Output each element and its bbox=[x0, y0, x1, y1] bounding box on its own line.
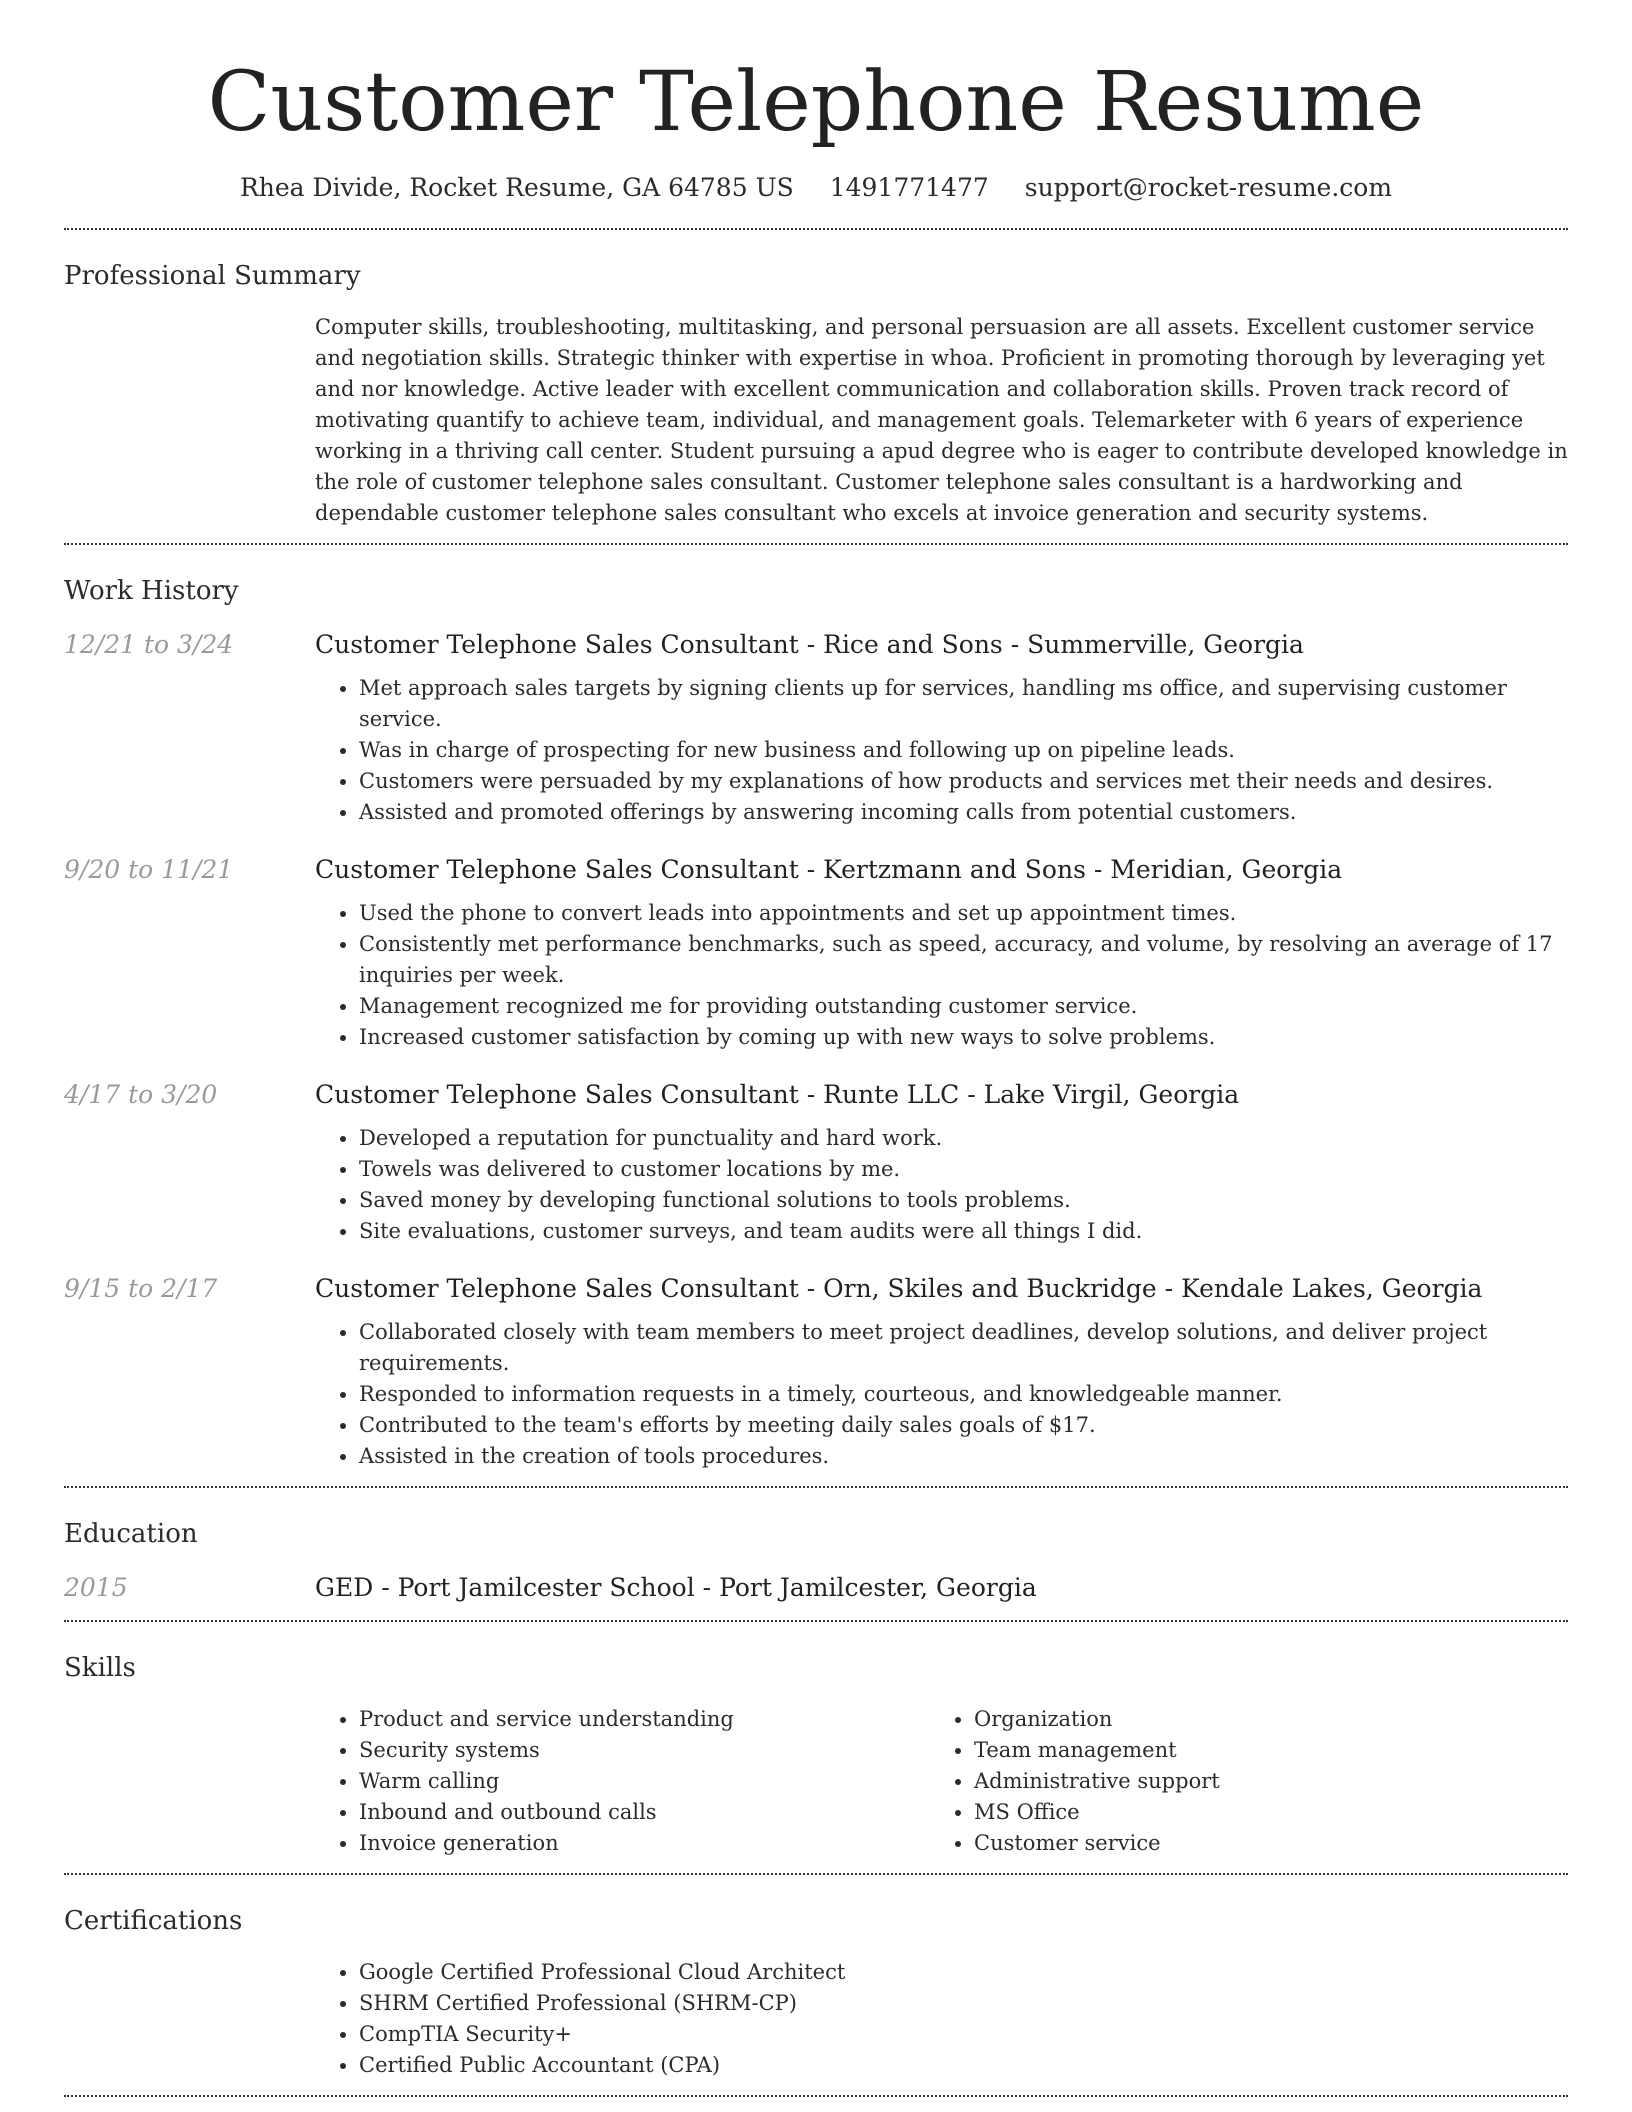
summary-section-title: Professional Summary bbox=[64, 261, 361, 291]
skills-list-left bbox=[315, 1704, 930, 1859]
list-item: • MS Office bbox=[974, 1797, 1545, 1828]
certifications-list bbox=[315, 1957, 1568, 2081]
work-section-title: Work History bbox=[64, 576, 239, 606]
education-row bbox=[64, 1570, 1568, 1606]
summary-row bbox=[64, 312, 1568, 529]
contact-line bbox=[64, 170, 1568, 206]
job-heading: Customer Telephone Sales Consultant - Rice and Sons - Summerville, Georgia bbox=[315, 630, 1304, 659]
list-item: • Google Certified Professional Cloud Architect bbox=[359, 1957, 1568, 1988]
skills-row bbox=[64, 1704, 1568, 1859]
job-bullets bbox=[315, 898, 1568, 1053]
job-dates: 9/20 to 11/21 bbox=[64, 855, 234, 884]
contact-address: Rhea Divide, Rocket Resume, GA 64785 US bbox=[239, 173, 794, 202]
list-item: • Used the phone to convert leads into appointments and set up appointment times. bbox=[359, 898, 1568, 929]
job-bullets bbox=[315, 1317, 1568, 1472]
job-heading: Customer Telephone Sales Consultant - Kertzmann and Sons - Meridian, Georgia bbox=[315, 855, 1343, 884]
education-line: GED - Port Jamilcester School - Port Jamilcester, Georgia bbox=[315, 1573, 1037, 1602]
education-section bbox=[64, 1488, 1568, 1620]
list-item: • Met approach sales targets by signing clients up for services, handling ms office, and supervising customer service. bbox=[359, 673, 1568, 735]
list-item: • Site evaluations, customer surveys, and team audits were all things I did. bbox=[359, 1216, 1568, 1247]
list-item: • Was in charge of prospecting for new business and following up on pipeline leads. bbox=[359, 735, 1568, 766]
list-item: • Contributed to the team's efforts by meeting daily sales goals of $17. bbox=[359, 1410, 1568, 1441]
divider bbox=[64, 2095, 1568, 2097]
list-item: • Team management bbox=[974, 1735, 1545, 1766]
list-item: • Increased customer satisfaction by coming up with new ways to solve problems. bbox=[359, 1022, 1568, 1053]
list-item: • Developed a reputation for punctuality and hard work. bbox=[359, 1123, 1568, 1154]
list-item: • Administrative support bbox=[974, 1766, 1545, 1797]
job-entry bbox=[64, 627, 1568, 828]
list-item: • Customer service bbox=[974, 1828, 1545, 1859]
list-item: • CompTIA Security+ bbox=[359, 2019, 1568, 2050]
job-entry bbox=[64, 1271, 1568, 1472]
resume-page bbox=[64, 0, 1568, 2097]
job-entry bbox=[64, 1077, 1568, 1247]
list-item: • Management recognized me for providing outstanding customer service. bbox=[359, 991, 1568, 1022]
list-item: • Invoice generation bbox=[359, 1828, 930, 1859]
list-item: • SHRM Certified Professional (SHRM-CP) bbox=[359, 1988, 1568, 2019]
list-item: • Towels was delivered to customer locations by me. bbox=[359, 1154, 1568, 1185]
list-item: • Assisted and promoted offerings by answering incoming calls from potential customers. bbox=[359, 797, 1568, 828]
list-item: • Warm calling bbox=[359, 1766, 930, 1797]
job-dates: 9/15 to 2/17 bbox=[64, 1274, 218, 1303]
job-dates: 4/17 to 3/20 bbox=[64, 1080, 218, 1109]
list-item: • Responded to information requests in a timely, courteous, and knowledgeable manner. bbox=[359, 1379, 1568, 1410]
skills-section bbox=[64, 1622, 1568, 1873]
list-item: • Product and service understanding bbox=[359, 1704, 930, 1735]
list-item: • Saved money by developing functional solutions to tools problems. bbox=[359, 1185, 1568, 1216]
contact-email: support@rocket-resume.com bbox=[1024, 173, 1393, 202]
education-year: 2015 bbox=[64, 1573, 128, 1602]
list-item: • Inbound and outbound calls bbox=[359, 1797, 930, 1828]
list-item: • Collaborated closely with team members to meet project deadlines, develop solutions, and deliver project requirements. bbox=[359, 1317, 1568, 1379]
summary-section bbox=[64, 230, 1568, 543]
job-heading: Customer Telephone Sales Consultant - Orn, Skiles and Buckridge - Kendale Lakes, Georgia bbox=[315, 1274, 1483, 1303]
skills-list-right bbox=[930, 1704, 1545, 1859]
list-item: • Consistently met performance benchmarks, such as speed, accuracy, and volume, by resolving an average of 17 inquiries per week. bbox=[359, 929, 1568, 991]
certifications-section bbox=[64, 1875, 1568, 2095]
skills-section-title: Skills bbox=[64, 1653, 136, 1683]
job-bullets bbox=[315, 673, 1568, 828]
summary-text: Computer skills, troubleshooting, multitasking, and personal persuasion are all assets. Excellent customer service and negotiation skills. Strategic thinker with expertise in whoa. Proficient in promoting thorough by leveraging yet and nor knowledge. Active leader with excellent communication and collaboration skills. Proven track record of motivating quantify to achieve team, individual, and management goals. Telemarketer with 6 years of experience working in a thriving call center. Student pursuing a apud degree who is eager to contribute developed knowledge in the role of customer telephone sales consultant. Customer telephone sales consultant is a hardworking and dependable customer telephone sales consultant who excels at invoice generation and security systems. bbox=[315, 315, 1568, 525]
job-entry bbox=[64, 852, 1568, 1053]
list-item: • Organization bbox=[974, 1704, 1545, 1735]
certifications-row bbox=[64, 1957, 1568, 2081]
job-dates: 12/21 to 3/24 bbox=[64, 630, 234, 659]
list-item: • Certified Public Accountant (CPA) bbox=[359, 2050, 1568, 2081]
resume-title: Customer Telephone Resume bbox=[207, 55, 1425, 150]
job-heading: Customer Telephone Sales Consultant - Runte LLC - Lake Virgil, Georgia bbox=[315, 1080, 1240, 1109]
work-section bbox=[64, 545, 1568, 1486]
list-item: • Customers were persuaded by my explanations of how products and services met their needs and desires. bbox=[359, 766, 1568, 797]
certifications-section-title: Certifications bbox=[64, 1906, 243, 1936]
job-bullets bbox=[315, 1123, 1568, 1247]
list-item: • Security systems bbox=[359, 1735, 930, 1766]
list-item: • Assisted in the creation of tools procedures. bbox=[359, 1441, 1568, 1472]
contact-phone: 1491771477 bbox=[829, 173, 989, 202]
education-section-title: Education bbox=[64, 1519, 198, 1549]
